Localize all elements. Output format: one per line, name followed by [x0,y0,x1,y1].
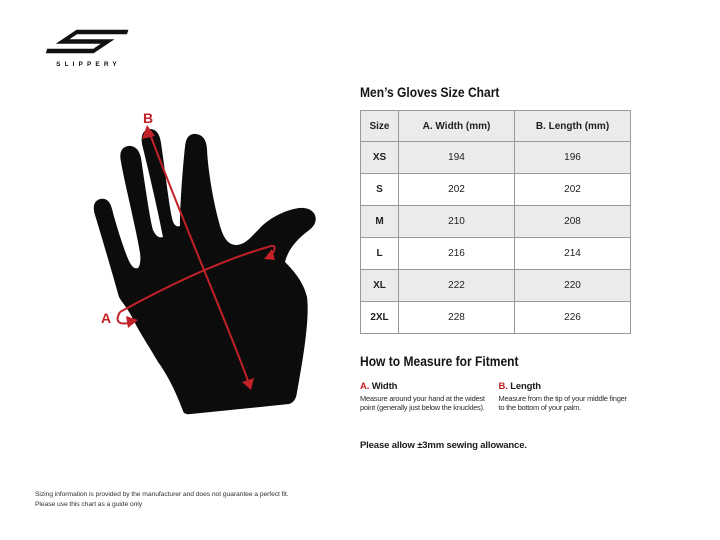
size-cell: XS [361,142,399,174]
disclaimer [35,490,288,510]
size-cell: 2XL [361,302,399,334]
size-cell: M [361,206,399,238]
table-header-row [361,111,631,142]
measure-length-prefix: B. [498,381,508,392]
measure-width-label: A. Width [360,381,398,392]
column-header-size: Size [361,111,399,142]
disclaimer-line-1: Sizing information is provided by the manufacturer and does not guarantee a perfect fit. [35,491,289,498]
width-cell: 222 [399,270,515,302]
width-label: A [101,310,112,326]
table-row [361,142,631,174]
size-cell: XL [361,270,399,302]
width-cell: 202 [399,174,515,206]
length-label: B [143,110,154,126]
brand-wordmark: SLIPPERY [56,61,121,68]
table-row [361,238,631,270]
size-cell: L [361,238,399,270]
width-cell: 210 [399,206,515,238]
size-chart-table [360,110,631,334]
table-row [361,270,631,302]
length-cell: 226 [515,302,631,334]
measure-width-column [360,381,495,412]
table-row [361,302,631,334]
size-chart-section [360,84,630,451]
sewing-allowance-note: Please allow ±3mm sewing allowance. [360,440,527,452]
length-cell: 208 [515,206,631,238]
column-header-width: A. Width (mm) [399,111,515,142]
hand-diagram [80,100,350,445]
length-cell: 196 [515,142,631,174]
width-cell: 216 [399,238,515,270]
measure-guide-title: How to Measure for Fitment [360,353,519,369]
measure-length-text: Measure from the tip of your middle finger to the bottom of your palm. [498,394,627,412]
measure-length-label: B. Length [498,381,541,392]
measure-width-text: Measure around your hand at the widest point (generally just below the knuckles). [360,394,485,412]
measure-width-prefix: A. [360,381,370,392]
column-header-length: B. Length (mm) [515,111,631,142]
measure-length-column [498,381,630,412]
length-cell: 220 [515,270,631,302]
slippery-s-logo-icon [44,28,130,58]
measure-guide-section [360,353,630,451]
size-cell: S [361,174,399,206]
width-cell: 194 [399,142,515,174]
length-cell: 214 [515,238,631,270]
table-row [361,206,631,238]
disclaimer-line-2: Please use this chart as a guide only [35,500,143,508]
page-title: Men’s Gloves Size Chart [360,84,500,100]
length-cell: 202 [515,174,631,206]
table-row [361,174,631,206]
width-cell: 228 [399,302,515,334]
brand-logo [44,28,130,68]
